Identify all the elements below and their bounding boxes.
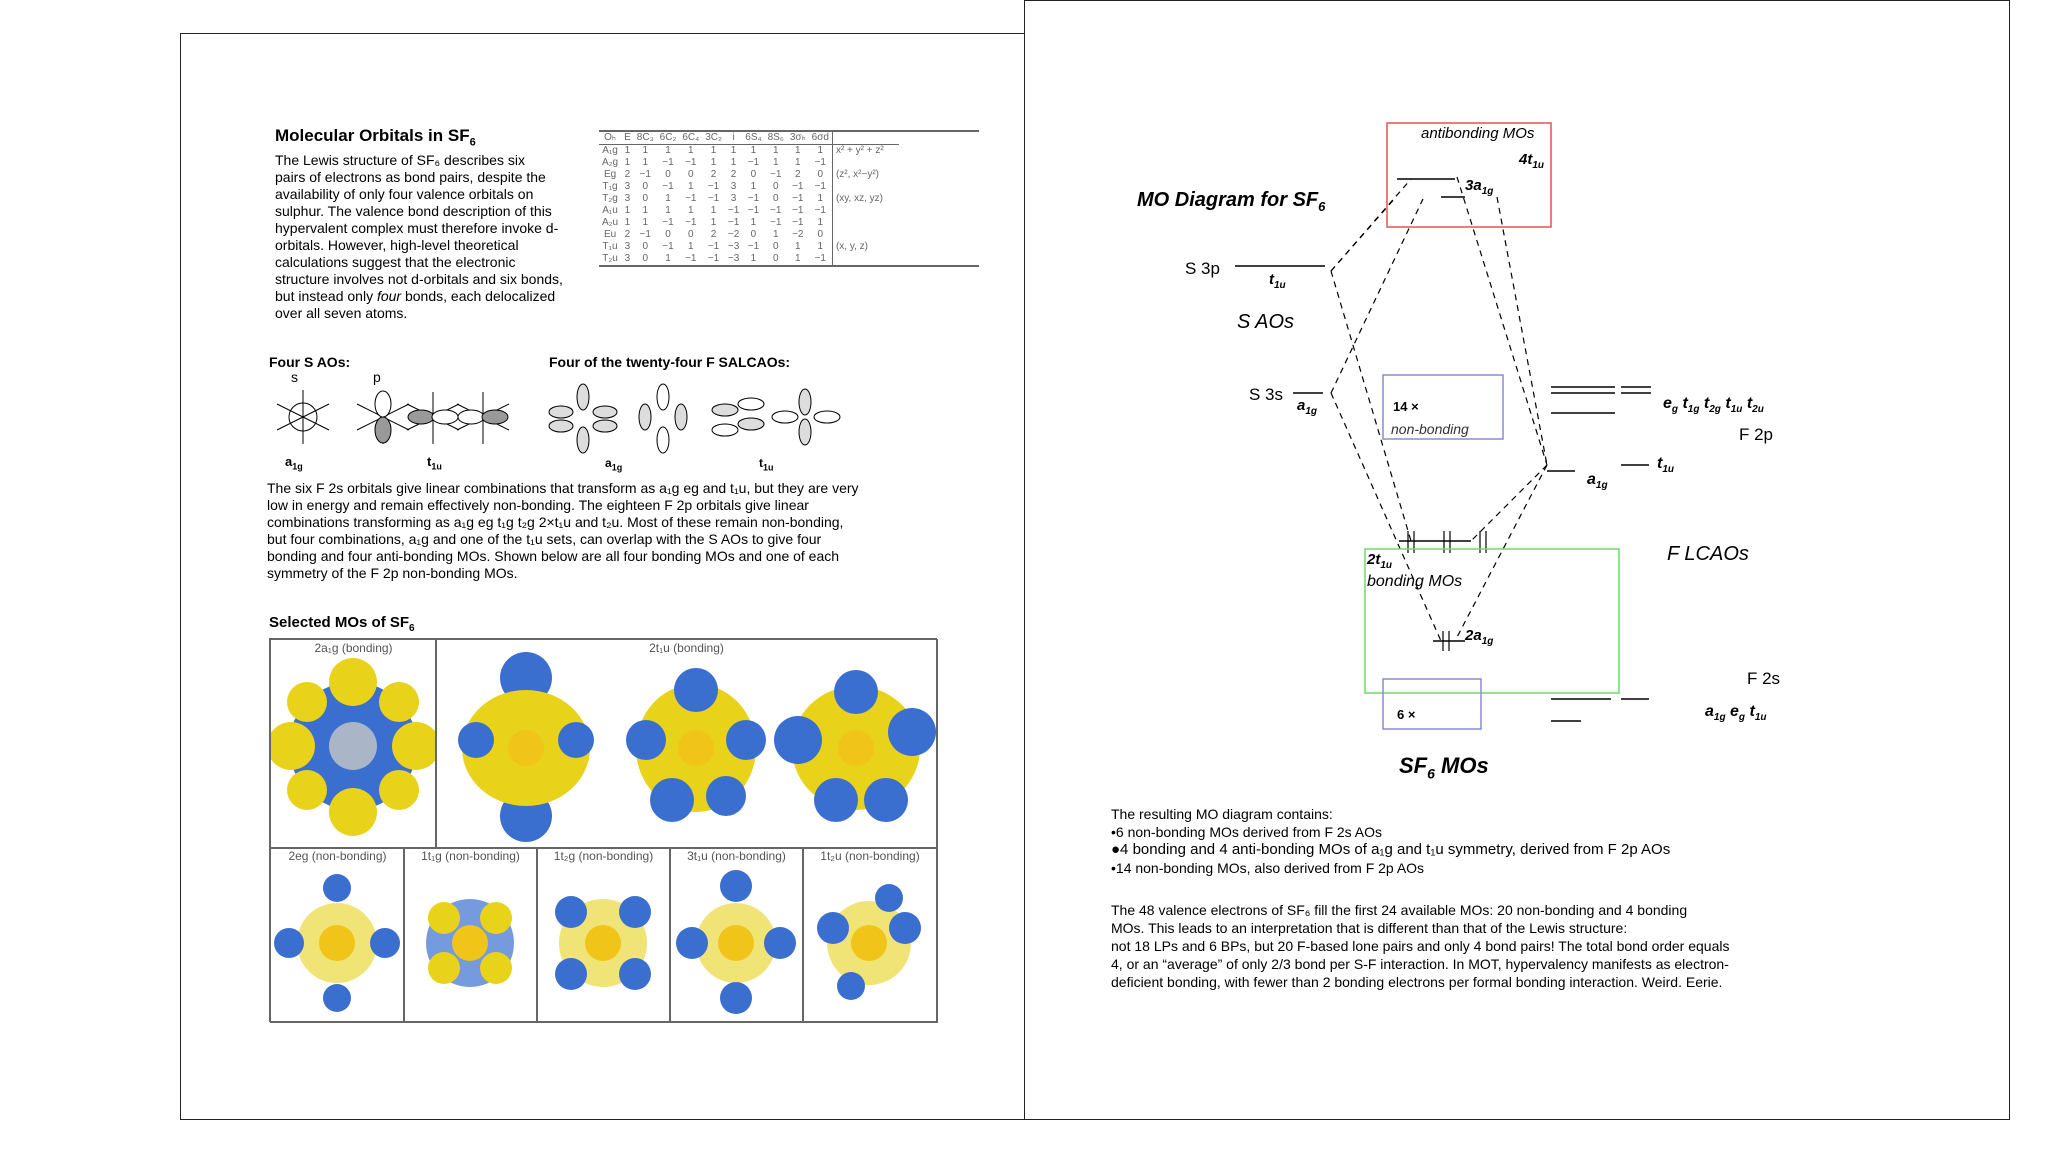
mo-cell-2t1u [435,639,938,849]
a1g-s-sub: 1g [1305,406,1318,417]
character-cell: 1 [624,157,631,168]
character-cell: −1 [639,229,651,240]
f-lcaos-label: F LCAOs [1667,543,1749,565]
irrep-cell: Eg [603,169,617,180]
character-cell: −1 [747,157,760,168]
t1u-label-p [427,454,442,472]
character-cell: −1 [814,181,826,192]
mo-render [271,848,404,1022]
character-cell: 1 [794,157,801,168]
character-cell: −1 [727,205,740,216]
character-cell: 1 [817,193,824,204]
intro-line: calculations suggest that the electronic [275,254,516,270]
character-cell: 1 [817,145,824,156]
character-cell: −1 [685,253,697,264]
basis-cell: x² + y² + z² [832,145,899,158]
antibonding-label: antibonding MOs [1421,125,1535,142]
character-cell: 1 [710,217,717,228]
character-cell: −1 [747,241,760,252]
character-cell: 0 [642,253,648,264]
s-aos-label: S AOs [1237,311,1295,333]
character-cell: 1 [750,181,757,192]
character-cell: −1 [662,181,674,192]
mo-cell-1t1g [403,847,538,1023]
basis-cell: (x, y, z) [832,241,899,253]
sf6-mos-sub: 6 [1427,765,1435,782]
diagram-title [1137,189,1325,214]
label-4t1u [1519,151,1544,171]
character-cell: −3 [727,253,740,264]
character-cell: 1 [687,205,694,216]
character-table-grid [599,132,899,265]
character-cell: 1 [794,253,801,264]
mo-caption: 1t₂g (non-bonding) [553,849,654,863]
mo-render-2a1g [271,640,436,848]
table-header-cell: Oₕ [599,132,621,145]
character-cell: −3 [727,241,740,252]
table-header-row [599,132,899,145]
mo-render [670,848,803,1022]
left-title-sub: 6 [469,136,476,149]
mo-caption: 1t₁g (non-bonding) [421,849,520,863]
intro-line: pairs of electrons as bond pairs, despite the [275,169,546,185]
character-cell: 1 [710,157,717,168]
basis-cell: (z², x²−y²) [832,169,899,181]
final-line: 4, or an “average” of only 2/3 bond per S-F interaction. In MOT, hypervalency manifests as electron- [1111,956,1729,972]
character-cell: 1 [687,181,694,192]
character-cell: −1 [792,193,804,204]
result-line: •14 non-bonding MOs, also derived from F 2p AOs [1111,860,1425,876]
character-cell: 0 [665,169,671,180]
irrep-cell: A₁u [602,205,618,216]
mid-line: bonding and four anti-bonding MOs. Shown below are all four bonding MOs and one of each [267,548,840,564]
character-cell: −1 [814,253,826,264]
nb14-label: 14 × [1393,399,1419,414]
diagram-title-sub: 6 [1318,199,1326,214]
character-cell: −1 [685,157,697,168]
final-line: The 48 valence electrons of SF₆ fill the first 24 available MOs: 20 non-bonding and 4 bonding [1111,902,1688,918]
t1u-f-sub: 1u [1662,464,1674,476]
s-label: s [291,372,298,385]
intro-line: sulphur. The valence bond description of this [275,203,552,219]
character-cell: 1 [817,217,824,228]
left-title-main: Molecular Orbitals in SF [275,126,470,145]
t1u-label-salc [759,456,774,472]
selected-mos-text: Selected MOs of SF [269,614,410,631]
table-header-cell: 6σd [809,132,833,145]
intro-line: orbitals. However, high-level theoretical [275,237,519,253]
character-cell: 0 [772,181,779,192]
final-line: not 18 LPs and 6 BPs, but 20 F-based lone pairs and only 4 bond pairs! The total bond order equals [1111,938,1730,954]
final-line: MOs. This leads to an interpretation that is different than that of the Lewis structure: [1111,920,1628,936]
character-cell: 1 [665,253,671,264]
selected-mos-heading [269,614,415,634]
character-cell: 1 [750,145,757,156]
table-header-cell: 8C₃ [634,132,657,145]
t1u-label-sub: 1u [431,461,442,472]
result-line: ●4 bonding and 4 anti-bonding MOs of a₁g and t₁u symmetry, derived from F 2p AOs [1111,841,1671,858]
salcao-heading: Four of the twenty-four F SALCAOs: [549,354,791,370]
mo-render-2t1u [436,640,937,848]
intro-line: hypervalent complex must therefore invoke d- [275,220,559,236]
a1g-label-salc [605,456,622,472]
final-paragraph [1111,901,1851,991]
result-line: The resulting MO diagram contains: [1111,806,1333,822]
mo-image-panel [269,638,937,1022]
irrep-cell: Eu [603,229,617,240]
character-cell: 1 [687,241,694,252]
s3s-label: S 3s [1249,385,1284,404]
mo-render [404,848,537,1022]
character-cell: −1 [770,169,782,180]
basis-cell [832,229,899,241]
intro-text: but instead only [275,288,377,304]
label-2a1g-sub: 1g [1481,636,1494,647]
character-cell: 1 [710,205,717,216]
result-line: •6 non-bonding MOs derived from F 2s AOs [1111,824,1383,840]
label-2t1u-text: 2t [1367,551,1381,568]
character-cell: 2 [794,169,801,180]
mid-line: but four combinations, a₁g and one of the t₁u sets, can overlap with the S AOs to give four [267,531,822,547]
t1u-f-text: t [1657,455,1663,472]
character-cell: 1 [665,205,671,216]
character-cell: 3 [624,181,631,192]
t1u-s-sub: 1u [1274,280,1286,291]
four-s-aos-heading: Four S AOs: [269,354,351,370]
t1u-label-sub: 1u [763,462,774,473]
label-2a1g-text: 2a [1465,627,1482,644]
character-cell: −1 [639,169,651,180]
character-cell: 2 [624,229,631,240]
character-cell: 1 [642,145,648,156]
table-header-cell: 6C₂ [657,132,680,145]
mo-diagram-lines [1025,1,2009,801]
character-table [599,130,979,267]
a1g-label-s [285,454,303,472]
character-cell: 1 [624,205,631,216]
character-cell: 0 [772,241,779,252]
table-header-cell: 6C₄ [679,132,702,145]
mo-caption: 1t₂u (non-bonding) [820,849,920,863]
character-cell: −1 [747,205,760,216]
sf6-mos-label [1399,753,1489,781]
table-row [599,241,899,253]
table-row [599,157,899,169]
p-orbital-sketch [407,392,459,444]
t1u-label-text: t [427,454,432,469]
character-cell: −1 [662,217,674,228]
a1g-label-text: a [605,456,612,470]
mo-caption: 3t₁u (non-bonding) [687,849,786,863]
table-row [599,217,899,229]
character-cell: −2 [727,229,740,240]
character-cell: 1 [624,217,631,228]
character-cell: 0 [772,193,779,204]
mo-render [537,848,670,1022]
s-orbital-sketch [277,390,329,444]
table-row [599,181,899,193]
character-cell: 0 [665,229,671,240]
mo-caption: 2eg (non-bonding) [288,849,387,863]
character-cell: −1 [814,205,826,216]
p-label: p [373,372,381,385]
final-line: deficient bonding, with fewer than 2 bonding electrons per formal bonding interaction. Weird. Eerie. [1111,974,1723,990]
f2p-label: F 2p [1739,425,1774,444]
character-cell: −1 [792,205,804,216]
character-cell: 1 [710,145,717,156]
character-cell: 1 [665,145,671,156]
t1u-f-label [1657,455,1674,475]
right-page [1024,0,2010,1120]
basis-cell: (xy, xz, yz) [832,193,899,205]
character-cell: 1 [750,253,757,264]
label-2a1g [1465,627,1493,647]
basis-cell [832,217,899,229]
character-cell: −1 [707,253,720,264]
irrep-cell: T₁u [602,241,618,252]
label-3a1g-text: 3a [1465,177,1482,194]
bonding-box [1365,549,1619,693]
character-cell: −1 [662,157,674,168]
character-cell: 3 [730,181,737,192]
a1g-label-sub: 1g [292,461,303,472]
character-cell: 0 [750,169,757,180]
intro-text: bonds, each delocalized [401,288,556,304]
intro-line: availability of only four valence orbitals on [275,186,534,202]
mid-line: symmetry of the F 2p non-bonding MOs. [267,565,518,581]
a1g-f-text: a [1587,471,1596,488]
label-4t1u-sub: 1u [1532,160,1545,171]
irrep-cell: T₁g [602,181,618,192]
mo-caption: 2t₁u (bonding) [649,641,724,655]
mo-render [803,848,937,1022]
intro-emphasis: four [376,288,402,304]
nonbonding-label: non-bonding [1391,421,1469,437]
character-cell: 3 [624,241,631,252]
character-cell: 0 [817,229,824,240]
intro-line: The Lewis structure of SF₆ describes six [275,152,525,168]
character-cell: −2 [792,229,804,240]
character-cell: 1 [687,145,694,156]
character-cell: 0 [772,253,779,264]
character-cell: −1 [707,181,720,192]
intro-line: structure involves not d-orbitals and six bonds, [275,271,563,287]
character-cell: −1 [685,193,697,204]
a1g-f-label [1587,471,1608,491]
a1g-label-sub: 1g [611,462,623,473]
label-3a1g [1465,177,1493,197]
character-cell: 0 [687,169,694,180]
table-header-cell [832,132,899,145]
irrep-cell: A₂u [602,217,619,228]
table-header-cell: E [621,132,634,145]
mo-caption: 2a₁g (bonding) [314,641,393,655]
character-cell: 3 [624,193,631,204]
table-header-cell: 6S₄ [742,132,764,145]
character-cell: 1 [772,229,779,240]
a1g-label-text: a [285,454,293,469]
basis-cell [832,157,899,169]
irrep-cell: T₂g [602,193,618,204]
basis-cell [832,205,899,217]
intro-line [275,288,595,305]
character-cell: 0 [817,169,824,180]
f2s-label: F 2s [1747,669,1781,688]
p-orbital-sketch [457,392,509,444]
a1g-s-label [1297,397,1317,417]
intro-paragraph [275,152,595,322]
mo-cell-1t2u [802,847,938,1023]
character-cell: 0 [642,181,648,192]
left-title [275,126,476,148]
irrep-cell: A₁g [602,145,618,156]
character-cell: −1 [747,193,760,204]
table-row [599,145,899,158]
mo-cell-2eg [270,847,405,1023]
table-header-cell: 3σₕ [787,132,809,145]
basis-cell [832,181,899,193]
character-cell: 1 [665,193,671,204]
table-row [599,169,899,181]
character-cell: −1 [792,181,804,192]
character-cell: 0 [642,193,648,204]
character-cell: −1 [727,217,740,228]
character-cell: −1 [770,205,782,216]
t1u-s-label [1269,271,1286,291]
label-3a1g-sub: 1g [1481,186,1494,197]
diagram-title-text: MO Diagram for SF [1137,189,1319,211]
table-row [599,205,899,217]
sf6-mos-text: SF [1399,753,1428,778]
character-cell: −1 [814,157,826,168]
character-cell: 2 [624,169,631,180]
character-cell: 3 [624,253,631,264]
character-cell: 1 [794,145,801,156]
table-row [599,193,899,205]
character-cell: 1 [730,157,737,168]
irrep-cell: T₂u [602,253,618,264]
table-row [599,229,899,241]
character-cell: 1 [642,157,648,168]
basis-cell [832,253,899,265]
character-cell: −1 [707,193,720,204]
label-2t1u-sub: 1u [1380,560,1393,571]
s3p-label: S 3p [1185,259,1220,278]
character-cell: 1 [750,217,757,228]
character-cell: 2 [710,229,717,240]
mid-line: combinations transforming as a₁g eg t₁g t₂g 2×t₁u and t₂u. Most of these remain non-bonding, [267,514,844,530]
character-cell: −1 [685,217,697,228]
character-cell: −1 [792,217,804,228]
character-cell: 2 [730,169,737,180]
sf6-mos-tail: MOs [1434,753,1489,778]
f2p-symmetry-labels: $e_g$ $t_{1g}$ $t_{2g}$ $t_{1u}$ $t_{2u}$ [1663,395,1764,416]
character-cell: −1 [770,217,782,228]
character-cell: 1 [624,145,631,156]
table-row [599,253,899,265]
salcao-sketches [549,384,840,453]
p-orbital-sketch [357,391,409,444]
character-cell: 1 [730,145,737,156]
mo-cell-3t1u [669,847,804,1023]
character-cell: 1 [772,145,779,156]
mo-cell-2a1g [270,639,437,849]
bonding-label: bonding MOs [1367,573,1463,590]
character-cell: −1 [707,241,720,252]
mid-line: The six F 2s orbitals give linear combinations that transform as a₁g eg and t₁u, but they are very [267,480,859,496]
irrep-cell: A₂g [602,157,619,168]
character-cell: 1 [642,217,648,228]
f2s-symmetry-labels: $a_{1g}$ $e_g$ $t_{1u}$ [1705,703,1767,724]
a1g-f-sub: 1g [1595,480,1608,492]
character-cell: 0 [687,229,694,240]
table-header-cell: 8S₆ [765,132,787,145]
character-cell: 2 [710,169,717,180]
table-header-cell: 3C₂ [702,132,725,145]
left-page [180,33,1026,1120]
character-cell: −1 [662,241,674,252]
mo-cell-1t2g [536,847,671,1023]
character-cell: 1 [642,205,648,216]
character-cell: 1 [794,241,801,252]
a1g-s-text: a [1297,397,1306,414]
character-cell: 0 [750,229,757,240]
character-cell: 1 [772,157,779,168]
nb6-label: 6 × [1397,707,1416,722]
character-cell: 1 [817,241,824,252]
label-2t1u [1367,551,1392,571]
label-4t1u-text: 4t [1519,151,1533,168]
character-cell: 0 [642,241,648,252]
selected-mos-sub: 6 [409,623,415,634]
mid-paragraph [267,480,967,582]
intro-line: over all seven atoms. [275,305,408,321]
table-header-cell: i [725,132,742,145]
mid-line: low in energy and remain effectively non-bonding. The eighteen F 2p orbitals give linear [267,497,809,513]
t1u-label-text: t [759,456,763,470]
character-cell: 3 [730,193,737,204]
t1u-s-text: t [1269,271,1274,288]
result-list [1111,805,1811,877]
